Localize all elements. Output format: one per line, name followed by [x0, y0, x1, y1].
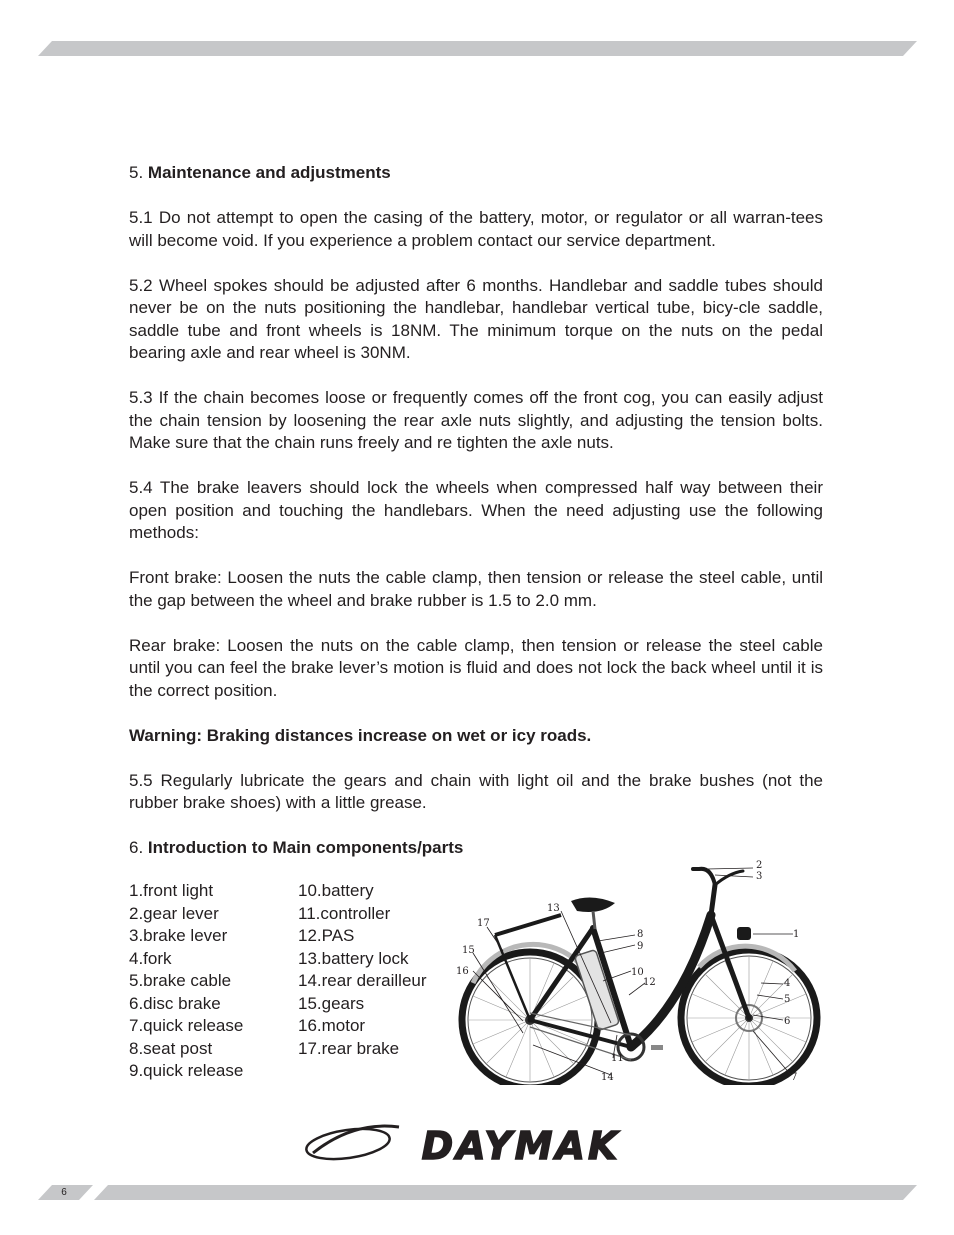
diagram-label: 7 [791, 1072, 798, 1083]
list-item: 10.battery [298, 881, 374, 900]
diagram-label: 6 [784, 1016, 791, 1027]
diagram-label: 8 [637, 929, 644, 940]
parts-list-column-1 [129, 880, 243, 1083]
section-5-heading: 5. Maintenance and adjustments [129, 163, 391, 182]
front-brake-paragraph: Front brake: Loosen the nuts the cable clamp, then tension or release the steel cable, until the gap between the wheel and brake rubber is 1.5 to 2.0 mm. [129, 568, 823, 610]
list-item: 5.brake cable [129, 971, 232, 990]
logo-wordmark: DAYMAK [421, 1124, 621, 1168]
list-item: 6.disc brake [129, 993, 221, 1013]
list-item: 3.brake lever [129, 926, 228, 945]
paragraph-5-1: 5.1 Do not attempt to open the casing of the battery, motor, or regulator or all warran-tees will become void. If you experience a problem contact our service department. [129, 208, 823, 250]
diagram-label: 2 [756, 860, 763, 871]
paragraph-5-2: 5.2 Wheel spokes should be adjusted after 6 months. Handlebar and saddle tubes should never be on the nuts positioning the handlebar, handlebar vertical tube, bicy-cle saddle, saddle tube and front wheels is 18NM. The minimum torque on the nuts on the pedal bearing axle and rear wheel is 30NM. [129, 275, 823, 362]
paragraph-5-4: 5.4 The brake leavers should lock the wheels when compressed half way between their open position and touching the handlebars. When the need adjusting use the following methods: [129, 478, 823, 542]
list-item: 2.gear lever [129, 903, 219, 923]
diagram-label: 14 [601, 1072, 614, 1083]
list-item: 17.rear brake [298, 1038, 400, 1058]
list-item: 8.seat post [129, 1038, 213, 1058]
parts-list-column-2 [298, 880, 427, 1060]
list-item: 7.quick release [129, 1016, 244, 1035]
paragraph-5-5: 5.5 Regularly lubricate the gears and chain with light oil and the brake bushes (not the rubber brake shoes) with a little grease. [129, 770, 823, 812]
diagram-label: 17 [477, 918, 490, 929]
rear-brake-paragraph: Rear brake: Loosen the nuts on the cable clamp, then tension or release the steel cable until you can feel the brake lever’s motion is fluid and does not lock the back wheel until it is the correct position. [129, 635, 823, 700]
page-number: 6 [61, 1187, 67, 1198]
paragraph-5-3: 5.3 If the chain becomes loose or frequently comes off the front cog, you can easily adjust the chain tension by loosening the rear axle nuts slightly, and adjusting the tension bolts. Make sure that the chain runs freely and re tighten the axle nuts. [129, 388, 823, 452]
list-item: 16.motor [298, 1016, 366, 1035]
diagram-label: 3 [756, 871, 763, 882]
list-item: 9.quick release [129, 1061, 244, 1080]
list-item: 1.front light [129, 881, 214, 900]
diagram-label: 11 [611, 1053, 624, 1064]
diagram-label: 5 [784, 994, 791, 1005]
diagram-label: 13 [547, 903, 560, 914]
warning-text: Warning: Braking distances increase on wet or icy roads. [129, 725, 592, 745]
diagram-label: 10 [631, 967, 644, 978]
list-item: 11.controller [298, 903, 391, 923]
section-6-heading: 6. Introduction to Main components/parts [129, 838, 464, 857]
diagram-label: 4 [784, 978, 791, 989]
list-item: 14.rear derailleur [298, 971, 427, 990]
diagram-label: 15 [462, 945, 475, 956]
bicycle-diagram [453, 855, 823, 1085]
header-band [38, 41, 917, 56]
list-item: 15.gears [298, 993, 365, 1013]
daymak-logo [303, 1115, 648, 1169]
page-content [129, 162, 823, 882]
diagram-label: 1 [793, 929, 800, 940]
list-item: 12.PAS [298, 926, 355, 945]
list-item: 13.battery lock [298, 948, 409, 968]
diagram-label: 16 [456, 966, 469, 977]
diagram-label: 12 [643, 977, 656, 988]
footer-band [38, 1185, 917, 1200]
diagram-label: 9 [637, 941, 644, 952]
list-item: 4.fork [129, 948, 172, 968]
